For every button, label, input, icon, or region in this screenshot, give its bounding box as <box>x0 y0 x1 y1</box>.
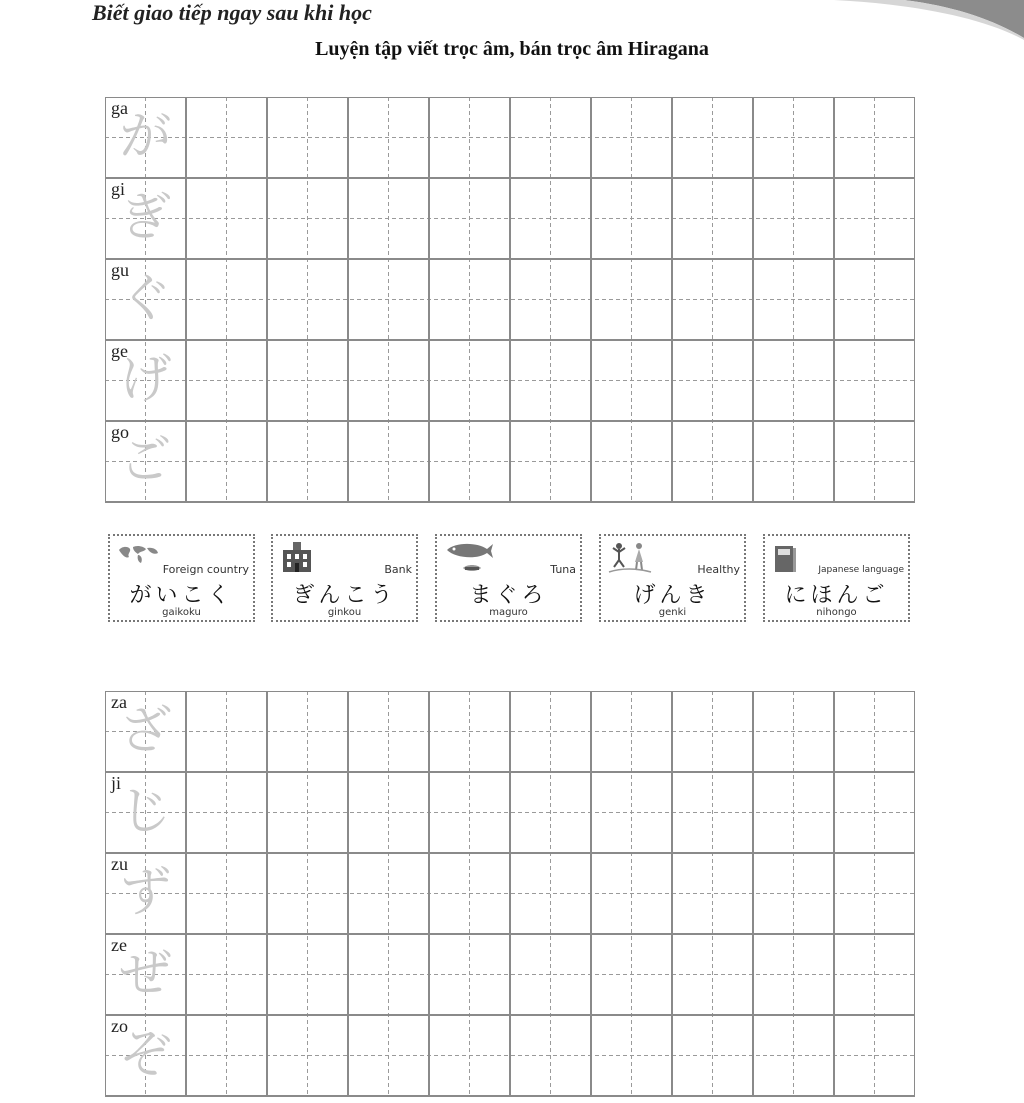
vocab-card-gaikoku <box>108 534 255 622</box>
row-romaji-label: ze <box>111 935 127 955</box>
jumping-people-icon <box>607 540 653 576</box>
vocab-meaning: Healthy <box>697 563 740 576</box>
vocab-romaji: nihongo <box>816 607 857 618</box>
vocab-romaji: gaikoku <box>162 607 201 618</box>
trace-character: が <box>119 107 172 167</box>
trace-character: ぞ <box>119 1025 172 1085</box>
trace-character: ず <box>119 863 172 923</box>
row-romaji-label: ji <box>111 773 122 793</box>
header-swoosh-decoration <box>604 0 1024 40</box>
row-romaji-label: zu <box>111 854 128 874</box>
vocab-romaji: genki <box>658 607 687 618</box>
vocab-card-nihongo <box>763 534 910 622</box>
row-romaji-label: za <box>111 692 127 712</box>
practice-grid-z-row <box>105 691 915 1103</box>
vocab-meaning: Tuna <box>550 563 576 576</box>
vocab-kana: にほんご <box>784 583 889 608</box>
vocab-romaji: ginkou <box>327 607 362 618</box>
vocab-kana: ぎんこう <box>292 583 397 608</box>
trace-character: じ <box>119 782 172 842</box>
vocab-meaning: Bank <box>384 563 412 576</box>
trace-character: ぎ <box>119 188 172 248</box>
trace-character: げ <box>119 350 172 410</box>
row-romaji-label: go <box>111 422 129 442</box>
vocab-meaning: Foreign country <box>162 563 249 576</box>
practice-grid-g-row <box>105 97 915 509</box>
bank-building-icon <box>279 540 315 574</box>
vocab-kana: げんき <box>633 583 712 608</box>
grid-lines <box>105 97 915 509</box>
row-romaji-label: zo <box>111 1016 128 1036</box>
row-romaji-label: ga <box>111 98 128 118</box>
world-map-icon <box>116 540 160 568</box>
trace-character: ご <box>119 431 172 491</box>
tuna-fish-icon <box>443 540 495 576</box>
row-romaji-label: gi <box>111 179 126 199</box>
row-romaji-label: gu <box>111 260 129 280</box>
grid-lines <box>105 691 915 1103</box>
vocab-meaning: Japanese language <box>818 565 904 575</box>
row-romaji-label: ge <box>111 341 128 361</box>
page-title: Luyện tập viết trọc âm, bán trọc âm Hiragana <box>315 38 709 60</box>
vocab-romaji: maguro <box>489 607 528 618</box>
trace-character: ぜ <box>119 944 172 1004</box>
vocab-kana: まぐろ <box>469 583 548 608</box>
vocab-card-ginkou <box>271 534 418 622</box>
japanese-book-icon <box>771 540 799 576</box>
trace-character: ぐ <box>119 269 172 329</box>
vocab-card-genki <box>599 534 746 622</box>
vocab-kana: がいこく <box>129 583 234 608</box>
header-title: Biết giao tiếp ngay sau khi học <box>92 0 372 25</box>
trace-character: ざ <box>119 701 172 761</box>
vocab-card-maguro <box>435 534 582 622</box>
